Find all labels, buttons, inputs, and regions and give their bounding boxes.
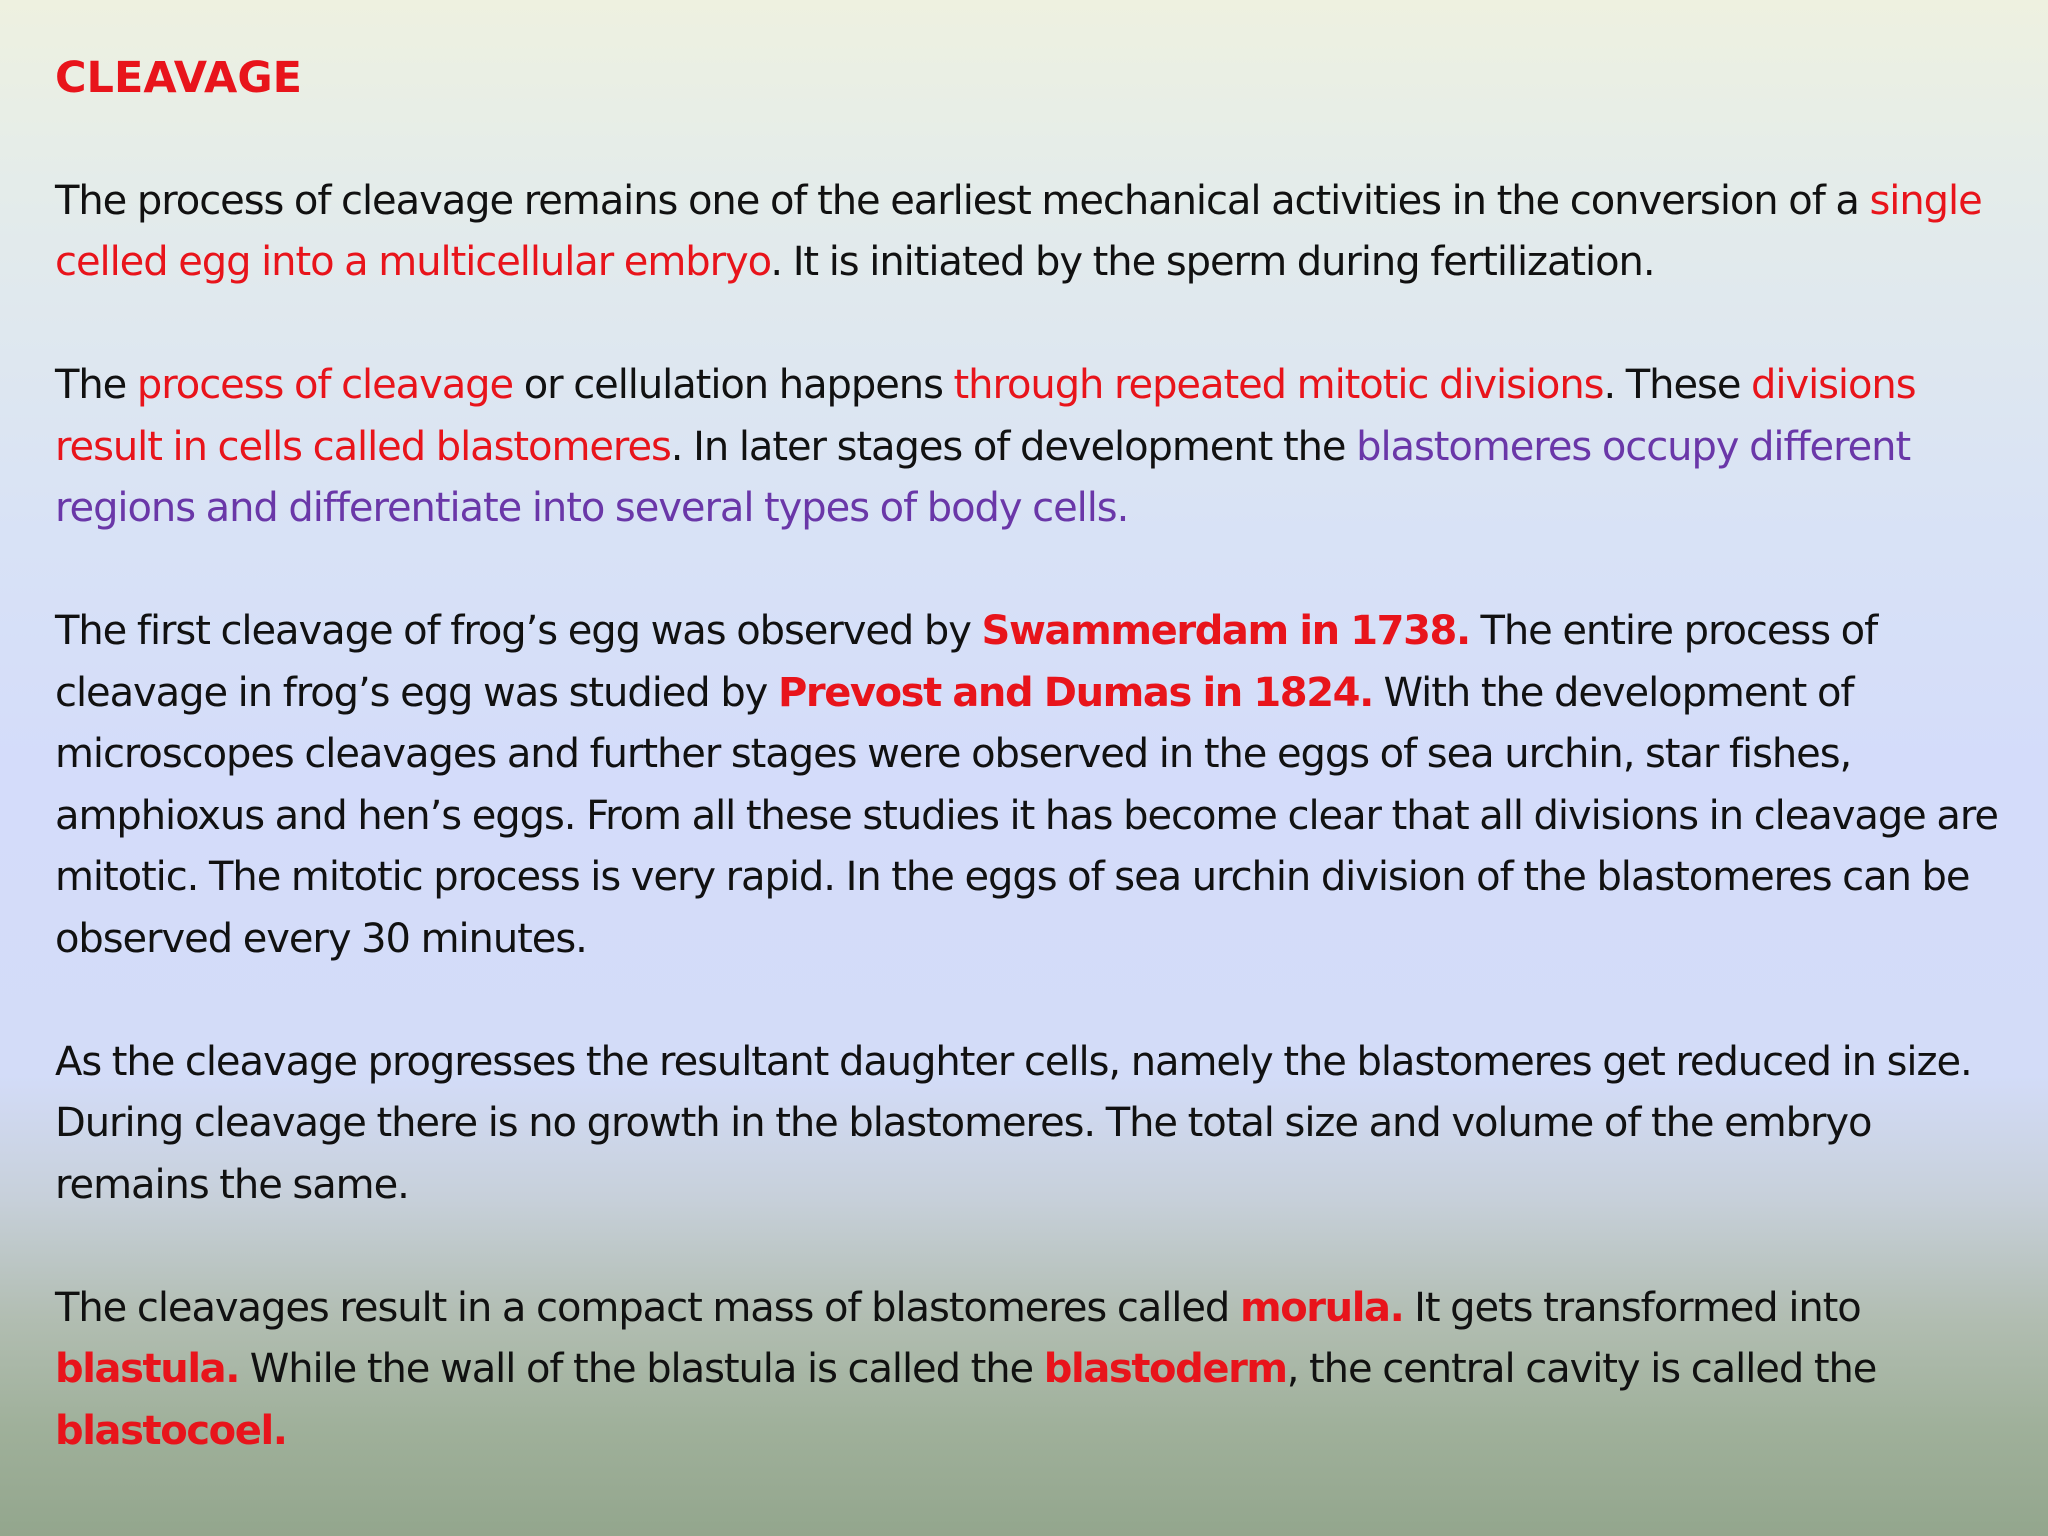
highlight-text: through repeated mitotic divisions bbox=[953, 362, 1604, 408]
text-run: The cleavages result in a compact mass of blastomeres called bbox=[55, 1284, 1240, 1331]
paragraph-size bbox=[55, 1032, 2030, 1217]
spacer bbox=[55, 970, 2030, 1032]
highlight-text-purple: blastomeres occupy different regions and differentiate into several types of body cells. bbox=[55, 423, 1911, 531]
highlight-text: process of cleavage bbox=[136, 362, 514, 408]
paragraph-intro bbox=[55, 171, 2030, 294]
slide-title: CLEAVAGE bbox=[55, 53, 302, 103]
highlight-text: single celled egg into a multicellular embryo bbox=[55, 177, 1982, 285]
highlight-text-bold: blastula. bbox=[55, 1346, 240, 1392]
text-run: or cellulation happens bbox=[513, 362, 954, 408]
paragraph-morula bbox=[55, 1278, 2030, 1463]
text-run: The entire process of cleavage in frog’s egg was studied by bbox=[55, 608, 1878, 716]
spacer bbox=[55, 540, 2030, 602]
text-run: The first cleavage of frog’s egg was observed by bbox=[55, 608, 982, 654]
highlight-text-bold: blastocoel. bbox=[55, 1407, 287, 1454]
text-run: The process of cleavage remains one of the earliest mechanical activities in the conversion of a bbox=[55, 177, 1870, 224]
slide-content bbox=[55, 48, 2030, 1462]
text-run: . These bbox=[1603, 362, 1752, 408]
highlight-text: divisions result in cells called blastomeres bbox=[55, 362, 1916, 470]
spacer bbox=[55, 294, 2030, 356]
highlight-text-bold: morula. bbox=[1239, 1284, 1404, 1331]
paragraph-cellulation bbox=[55, 355, 2030, 540]
text-run: , the central cavity is called the bbox=[1286, 1346, 1877, 1392]
highlight-text-bold: Swammerdam in 1738. bbox=[981, 608, 1470, 654]
spacer bbox=[55, 109, 2030, 171]
text-run: The bbox=[55, 362, 137, 408]
text-run: . In later stages of development the bbox=[670, 423, 1357, 470]
paragraph-history bbox=[55, 601, 2030, 970]
spacer bbox=[55, 1216, 2030, 1278]
text-run: It gets transformed into bbox=[1403, 1284, 1861, 1331]
text-run: . It is initiated by the sperm during fertilization. bbox=[770, 239, 1655, 285]
text-run: While the wall of the blastula is called the bbox=[239, 1346, 1044, 1392]
highlight-text-bold: Prevost and Dumas in 1824. bbox=[777, 669, 1373, 716]
text-run: With the development of microscopes cleavages and further stages were observed in the eggs of sea urchin, star fishes, amphioxus and hen’s eggs. From all these studies it has become clear that all divisions in cleavage are mitotic. The mitotic process is very rapid. In the eggs of sea urchin division of the blastomeres can be observed every 30 minutes. bbox=[55, 669, 1998, 962]
text-run: As the cleavage progresses the resultant daughter cells, namely the blastomeres get reduced in size. During cleavage there is no growth in the blastomeres. The total size and volume of the embryo remains the same. bbox=[55, 1038, 1972, 1208]
highlight-text-bold: blastoderm bbox=[1043, 1346, 1287, 1392]
